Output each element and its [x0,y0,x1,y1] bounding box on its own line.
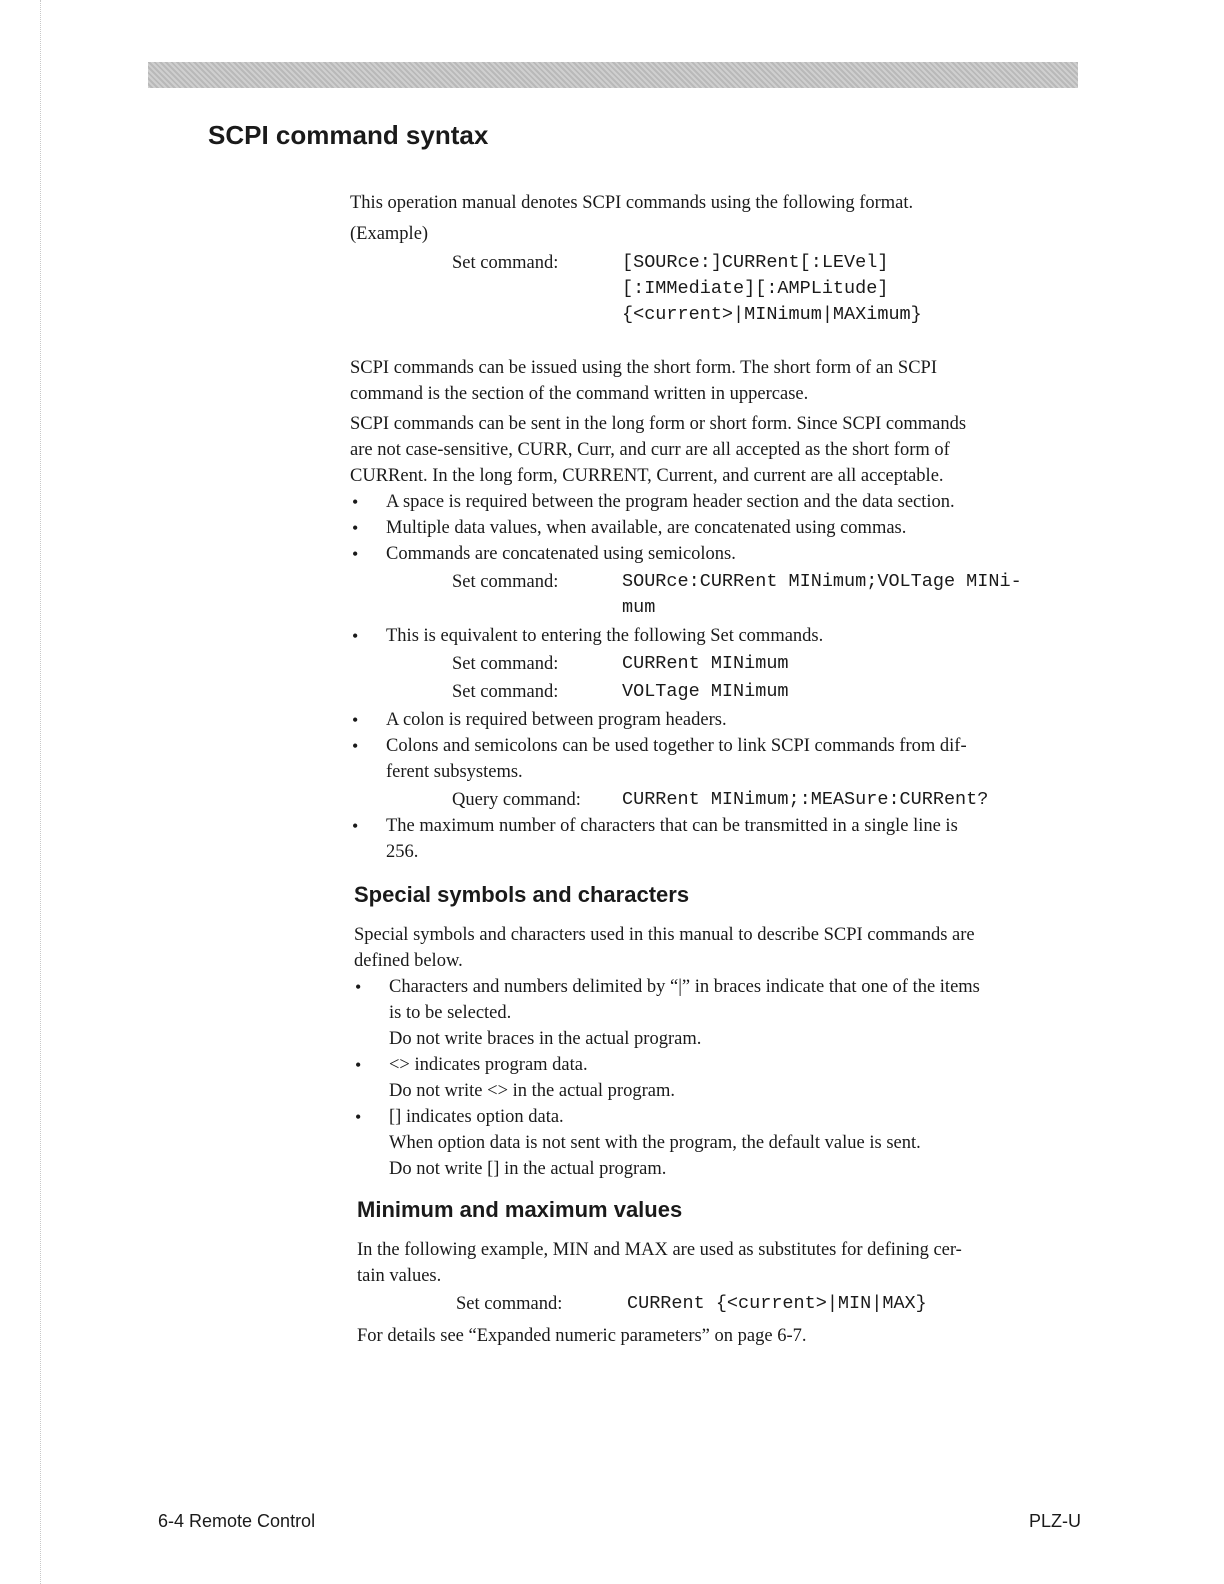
bullet: • [352,626,359,646]
short-form-line: SCPI commands can be issued using the short form. The short form of an SCPI [350,358,937,378]
short-form-line: command is the section of the command written in uppercase. [350,384,809,404]
bullet: • [352,544,359,564]
margin-line [40,0,41,1584]
special-bullet-text: Do not write [] in the actual program. [389,1159,667,1179]
special-bullet-text: [] indicates option data. [389,1107,564,1127]
bullet: • [355,1107,362,1127]
example-code-line: {<current>|MINimum|MAXimum} [622,304,922,325]
special-bullet-text: <> indicates program data. [389,1055,588,1075]
bullet: • [352,736,359,756]
set-command-label: Set command: [452,253,559,273]
example-code-line: [:IMMediate][:AMPLitude] [622,278,889,299]
bullet: • [352,518,359,538]
bullet-text: A space is required between the program header section and the data section. [386,492,955,512]
example-label: (Example) [350,224,429,244]
set-command-label: Set command: [452,572,559,592]
special-bullet-text: Characters and numbers delimited by “|” in braces indicate that one of the items [389,977,980,997]
query-command-label: Query command: [452,790,581,810]
section-title: SCPI command syntax [208,120,489,150]
footer-product: PLZ-U [1029,1511,1082,1531]
example-code-line: [SOURce:]CURRent[:LEVel] [622,252,889,273]
intro-text: This operation manual denotes SCPI commands using the following format. [350,193,914,213]
bullet-text: ferent subsystems. [386,762,523,782]
set-command-label: Set command: [452,654,559,674]
bullet-text: The maximum number of characters that can be transmitted in a single line is [386,816,958,836]
semicolon-code-line: SOURce:CURRent MINimum;VOLTage MINi- [622,571,1022,592]
minmax-code: CURRent {<current>|MIN|MAX} [627,1293,927,1314]
special-bullet-text: When option data is not sent with the program, the default value is sent. [389,1133,921,1153]
special-bullet-text: Do not write braces in the actual program. [389,1029,702,1049]
special-intro-line: defined below. [354,951,463,971]
bullet: • [352,492,359,512]
equivalent-code: CURRent MINimum [622,653,789,674]
equivalent-code: VOLTage MINimum [622,681,789,702]
long-form-line: SCPI commands can be sent in the long form or short form. Since SCPI commands [350,414,967,434]
footer-page-label: 6-4 Remote Control [158,1511,316,1531]
bullet-text: This is equivalent to entering the following Set commands. [386,626,824,646]
long-form-line: CURRent. In the long form, CURRENT, Current, and current are all acceptable. [350,466,944,486]
bullet: • [355,1055,362,1075]
bullet: • [355,977,362,997]
special-bullet-text: Do not write <> in the actual program. [389,1081,675,1101]
special-bullet-text: is to be selected. [389,1003,512,1023]
semicolon-code-line: mum [622,597,656,618]
bullet-text: Colons and semicolons can be used together to link SCPI commands from dif- [386,736,967,756]
set-command-label: Set command: [456,1294,563,1314]
special-symbols-heading: Special symbols and characters [354,882,690,907]
bullet-text: Multiple data values, when available, are concatenated using commas. [386,518,907,538]
query-code: CURRent MINimum;:MEASure:CURRent? [622,789,989,810]
long-form-line: are not case-sensitive, CURR, Curr, and curr are all accepted as the short form of [350,440,950,460]
special-intro-line: Special symbols and characters used in this manual to describe SCPI commands are [354,925,975,945]
bullet-text: 256. [386,842,419,862]
header-band [148,62,1078,88]
minmax-intro-line: In the following example, MIN and MAX are used as substitutes for defining cer- [357,1240,962,1260]
bullet-text: A colon is required between program headers. [386,710,727,730]
minmax-heading: Minimum and maximum values [357,1197,683,1222]
bullet: • [352,710,359,730]
minmax-intro-line: tain values. [357,1266,442,1286]
bullet-text: Commands are concatenated using semicolons. [386,544,736,564]
set-command-label: Set command: [452,682,559,702]
bullet: • [352,816,359,836]
details-reference: For details see “Expanded numeric parameters” on page 6-7. [357,1326,807,1346]
